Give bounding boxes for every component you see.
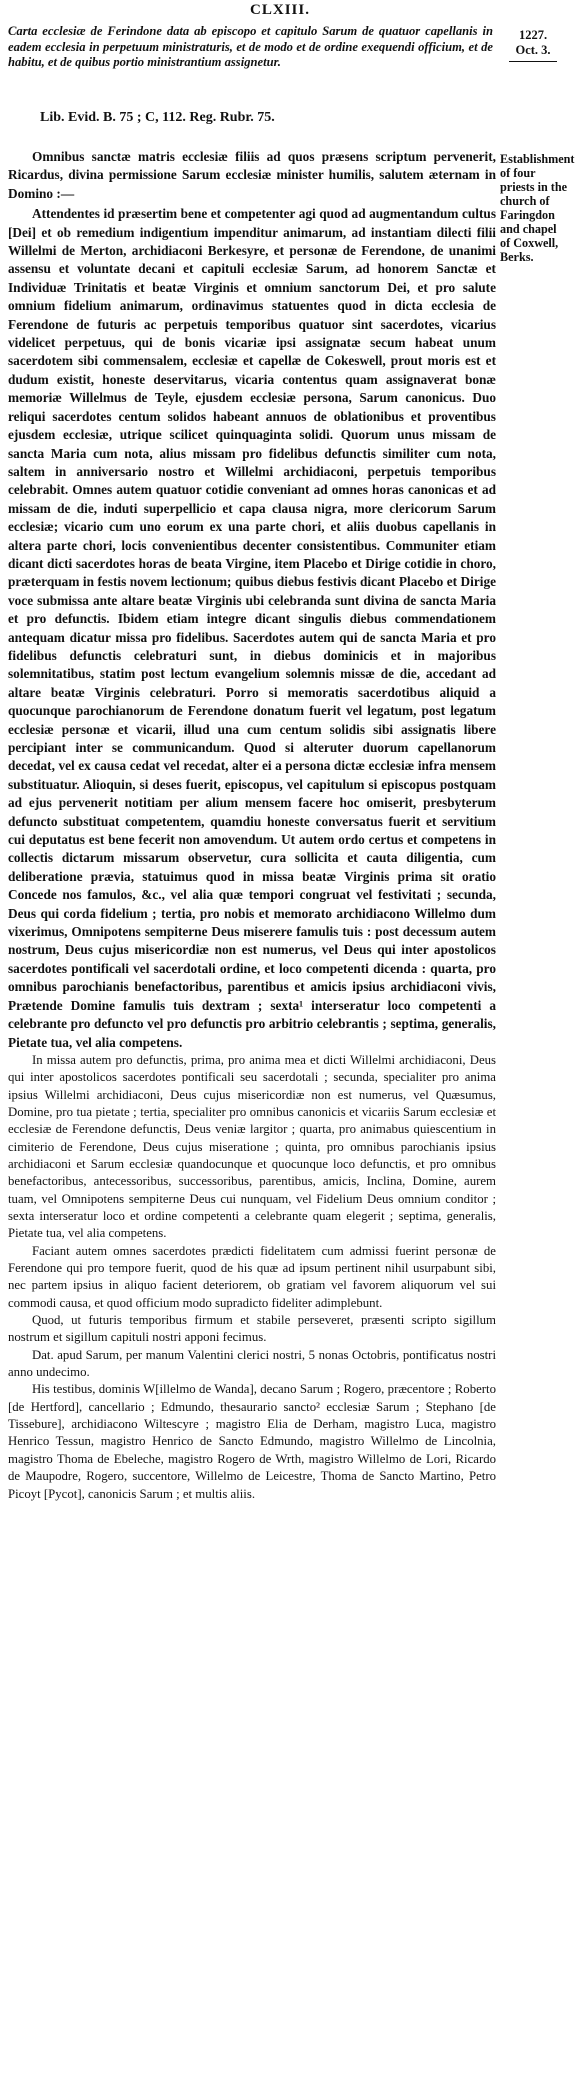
charter-body <box>8 148 496 1503</box>
charter-number: CLXIII. <box>250 2 310 18</box>
paragraph-ordinance: Attendentes id præsertim bene et competenter agi quod ad augmentandum cultus [Dei] et ob remedium indigentium impenditur animarum, ad instantiam dilecti filii Willelmi de Merton, archidiaconi Berkesyre, et personæ de Ferendone, de unanimi assensu et voluntate decani et capituli ecclesiæ Sarum, ad honorem Sanctæ et Individuæ Trinitatis et beatæ Virginis et omnium sanctorum Dei, et pro salute omnium fidelium animarum, ordinavimus statuentes quod in dicta ecclesia de Ferendone de futuris ac perpetuis temporibus quatuor sint sacerdotes, vicarius videlicet perpetuus, qui de bonis vicariæ ipsi assignatæ secum habeat unum sacerdotem sibi commensalem, ecclesiæ et capellæ de Cokeswell, prout moris est et dudum existit, honeste deservitarus, vicaria contentus quam assignaverat bonæ memoriæ Willelmus de Teyle, ejusdem ecclesiæ persona, Sarum canonicus. Duo reliqui sacerdotes centum solidos habeant annuos de oblationibus et proventibus ejusdem ecclesiæ, utrique scilicet quinquaginta solidi. Quorum unus missam de sancta Maria cum nota, alius missam pro fidelibus defunctis similiter cum nota, saltem in anniversario nostro et Willelmi archidiaconi, perpetuis temporibus celebrabit. Omnes autem quatuor cotidie conveniant ad omnes horas canonicas et ad missam de die, induti superpellicio et capa clausa nigra, more clericorum Sarum ecclesiæ; vicario cum uno eorum ex una parte chori, et aliis duobus capellanis in altera parte chori, locis convenientibus decenter consistentibus. Communiter etiam dicant dicti sacerdotes horas de beata Virgine, item Placebo et Dirige cotidie in choro, præterquam in festis novem lectionum; quibus diebus festivis dicant Placebo et Dirige voce submissa ante altare beatæ Virginis ubi celebranda sunt divina de sancta Maria et pro defunctis. Ibidem etiam integre dicant singulis diebus commendationem antequam dicatur missa pro fidelibus. Sacerdotes autem qui de sancta Maria et pro fidelibus defunctis celebraturi sunt, in diebus dominicis et in majoribus solemnitatibus, statim post lectum evangelium solemnis missæ de die, accedant ad altare beatæ Virginis celebraturi. Porro si memoratis sacerdotibus aliquid a quocunque parochianorum de Ferendone donatum fuerit vel legatum, post legatum ecclesiæ personæ et vicarii, illud una cum centum solidis sibi assignatis libere percipiant inter se communicandum. Quod si alteruter duorum capellanorum decedat, vel ex causa cedat vel recedat, alter ei a persona dictæ ecclesiæ infra mensem substituatur. Alioquin, si deses fuerit, episcopus, vel capitulum si episcopus postquam ad ejus pervenerit notitiam per alium mensem facere hoc omiserit, presbyterum defuncto substituat competentem, quamdiu honeste conversatus fuerit et servitium cui deputatus est bene fecerit non amovendum. Ut autem ordo certus et competens in collectis dictarum missarum observetur, cura sollicita et cauta diligentia, cum deliberatione prævia, statuimus quod in missa beatæ Virginis prima sit oratio Concede nos famulos, &c., vel alia quæ tempori congruat vel festivitati ; secunda, Deus qui corda fidelium ; tertia, pro nobis et memorato archidiacono Willelmo dum vixerimus, Omnipotens sempiterne Deus miserere famulis tuis : post decessum autem nostrum, Deus cujus misericordiæ non est numerus, vel Deus qui inter apostolicos sacerdotes pontificali vel sacerdotali ordine, et loco competenti dicenda : quarta, pro omnibus parochianis benefactoribus, parentibus et amicis ipsius archidiaconi vivis, Prætende Domine famulis tuis dextram ; sexta¹ interseratur loco competenti a celebrante pro defuncto vel pro defunctis pro arbitrio celebrantis ; septima, generalis, Pietate tua, vel alia competens. <box>8 206 496 1050</box>
paragraph-witnesses: His testibus, dominis W[illelmo de Wanda], decano Sarum ; Rogero, præcentore ; Roberto [de Hertford], cancellario ; Edmundo, thesaurario sancto² ecclesiæ Sarum ; Stephano [de Tissebure], archidiacono Wiltescyre ; magistro Elia de Derham, magistro Luca, magistro Henrico Tessun, magistro Henrico de Sancto Edmundo, magistro Willelmo de Lincolnia, magistro Thoma de Ebeleche, magistro Rogero de Wrth, magistro Willelmo de Lori, Ricardo de Maupodre, Rogero, succentore, Willelmo de Leicestre, Thoma de Sancto Martino, Petro Picoyt [Pycot], canonicis Sarum ; et multis aliis. <box>8 1382 496 1501</box>
source-references: Lib. Evid. B. 75 ; C, 112. Reg. Rubr. 75. <box>40 110 275 125</box>
paragraph-salutation: Omnibus sanctæ matris ecclesiæ filiis ad quos præsens scriptum pervenerit, Ricardus, divina permissione Sarum ecclesiæ minister humilis, salutem æternam in Domino :— <box>8 149 496 201</box>
margin-note: Establishment of four priests in the church of Faringdon and chapel of Coxwell, Berks. <box>500 152 575 264</box>
paragraph-sealing: Quod, ut futuris temporibus firmum et stabile perseveret, præsenti scripto sigillum nostrum et sigillum capituli nostri apponi fecimus. <box>8 1313 496 1345</box>
paragraph-fealty: Faciant autem omnes sacerdotes prædicti fidelitatem cum admissi fuerint personæ de Ferendone qui pro tempore fuerit, quod de his quæ ad ipsum pertinent nihil usurpabunt sibi, nec partem ipsius in aliquo facient deteriorem, ob gratiam vel favorem aliquorum vel sui commodi causa, et quod officium modo supradicto fideliter adimplebunt. <box>8 1243 496 1310</box>
date-rule <box>509 61 557 62</box>
paragraph-dating: Dat. apud Sarum, per manum Valentini clerici nostri, 5 nonas Octobris, pontificatus nostri anno undecimo. <box>8 1347 496 1380</box>
date-year: 1227. <box>518 28 548 42</box>
date-day: Oct. 3. <box>515 43 551 57</box>
date-block <box>504 28 562 62</box>
paragraph-requiem-mass: In missa autem pro defunctis, prima, pro anima mea et dicti Willelmi archidiaconi, Deus qui inter apostolicos sacerdotes pontificali seu sacerdotali ; secunda, specialiter pro anima ipsius Willelmi archidiaconi, Deus cujus misericordiæ non est numerus, vel Quæsumus, Domine, pro tua pietate ; tertia, specialiter pro omnibus canonicis et vicariis Sarum ecclesiæ et ecclesiæ de Ferendone defunctis, Deus veniæ largitor ; quarta, pro animabus quiescentium in cimiterio de Ferendone, Deus cujus miseratione ; quinta, pro omnibus parochianis ipsius archidiaconi et Sarum ecclesiæ quandocunque et quocunque loco defunctis, et pro omnibus benefactoribus, antecessoribus, successoribus, parentibus, amicis, Inclina, Domine, aurem tuam, vel Omnipotens sempiterne Deus cui nunquam, vel Fidelium Deus omnium conditor ; sexta interseratur loco et ordine competenti a celebrante quam elegerit ; septima, generalis, Pietate tua, vel alia competens. <box>8 1052 496 1241</box>
charter-heading: Carta ecclesiæ de Ferindone data ab episcopo et capitulo Sarum de quatuor capellanis in eadem ecclesia in perpetuum ministraturis, et de modo et de ordine exequendi officium, et de habitu, et de quibus portio ministrantium assignetur. <box>8 24 493 69</box>
